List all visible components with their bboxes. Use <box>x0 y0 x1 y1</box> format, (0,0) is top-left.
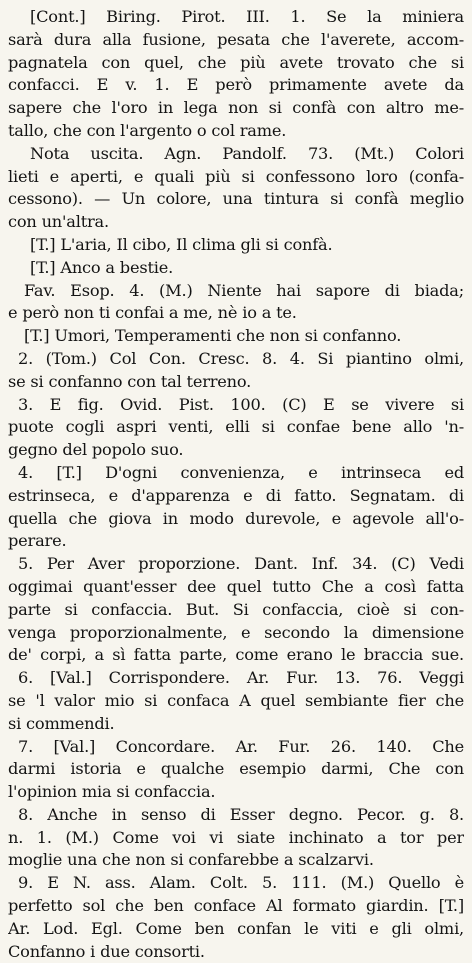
text-line: perfetto sol che ben conface Al formato giardin. [T.] <box>8 896 464 916</box>
entry-text <box>8 6 464 963</box>
text-line: 9. E N. ass. Alam. Colt. 5. 111. (M.) Quello è <box>18 873 464 893</box>
text-line: perare. <box>8 531 67 551</box>
text-line: con un'altra. <box>8 212 109 232</box>
text-line: Nota uscita. Agn. Pandolf. 73. (Mt.) Colori <box>30 143 464 163</box>
text-line: lieti e aperti, e quali più si confessono loro (confa- <box>8 166 464 186</box>
text-line: sarà dura alla fusione, pesata che l'averete, accom- <box>8 29 464 49</box>
text-line: confacci. E v. 1. E però primamente avete da <box>8 75 464 95</box>
text-line: sapere che l'oro in lega non si confà con altro me- <box>8 98 464 118</box>
text-line: 3. E fig. Ovid. Pist. 100. (C) E se vivere si <box>18 394 464 414</box>
text-line: tallo, che con l'argento o col rame. <box>8 120 287 140</box>
text-line: cessono). — Un colore, una tintura si confà meglio <box>8 189 464 209</box>
text-line: quella che giova in modo durevole, e agevole all'o- <box>8 508 464 528</box>
text-line: 4. [T.] D'ogni convenienza, e intrinseca ed <box>18 462 464 482</box>
text-line: 5. Per Aver proporzione. Dant. Inf. 34. (C) Vedi <box>18 554 464 574</box>
text-line: oggimai quant'esser dee quel tutto Che a così fatta <box>8 576 464 596</box>
text-line: estrinseca, e d'apparenza e di fatto. Segnatam. di <box>8 485 464 505</box>
text-line: [Cont.] Biring. Pirot. III. 1. Se la miniera <box>30 7 464 26</box>
text-line: 8. Anche in senso di Esser degno. Pecor. g. 8. <box>18 804 464 824</box>
text-line: si commendi. <box>8 713 115 733</box>
text-line: 7. [Val.] Concordare. Ar. Fur. 26. 140. Che <box>18 736 464 756</box>
text-line: puote cogli aspri venti, elli si confae bene allo 'n- <box>8 417 464 437</box>
text-line: de' corpi, a sì fatta parte, come erano le braccia sue. <box>8 645 464 665</box>
text-line: [T.] Anco a bestie. <box>30 257 174 277</box>
text-line: [T.] L'aria, Il cibo, Il clima gli si confà. <box>30 234 333 254</box>
text-line: se si confanno con tal terreno. <box>8 371 252 391</box>
text-line: darmi istoria e qualche esempio darmi, Che con <box>8 759 464 779</box>
text-line: l'opinion mia si confaccia. <box>8 782 216 802</box>
text-line: gegno del popolo suo. <box>8 440 184 460</box>
text-line: parte si confaccia. But. Si confaccia, cioè si con- <box>8 599 464 619</box>
text-line: [T.] Umori, Temperamenti che non si confanno. <box>24 326 402 346</box>
text-line: Ar. Lod. Egl. Come ben confan le viti e gli olmi, <box>8 918 464 938</box>
text-line: se 'l valor mio si confaca A quel sembiante fier che <box>8 690 464 710</box>
text-line: 6. [Val.] Corrispondere. Ar. Fur. 13. 76. Veggi <box>18 668 464 688</box>
text-line: 2. (Tom.) Col Con. Cresc. 8. 4. Si piantino olmi, <box>18 348 464 368</box>
text-line: pagnatela con quel, che più avete trovato che si <box>8 52 464 72</box>
text-line: venga proporzionalmente, e secondo la dimensione <box>8 622 464 642</box>
text-line: e però non ti confai a me, nè io a te. <box>8 303 297 323</box>
text-line: Confanno i due consorti. <box>8 941 205 961</box>
text-line: Fav. Esop. 4. (M.) Niente hai sapore di biada; <box>24 280 464 300</box>
text-line: n. 1. (M.) Come voi vi siate inchinato a tor per <box>8 827 464 847</box>
text-line: moglie una che non si confarebbe a scalzarvi. <box>8 850 374 870</box>
